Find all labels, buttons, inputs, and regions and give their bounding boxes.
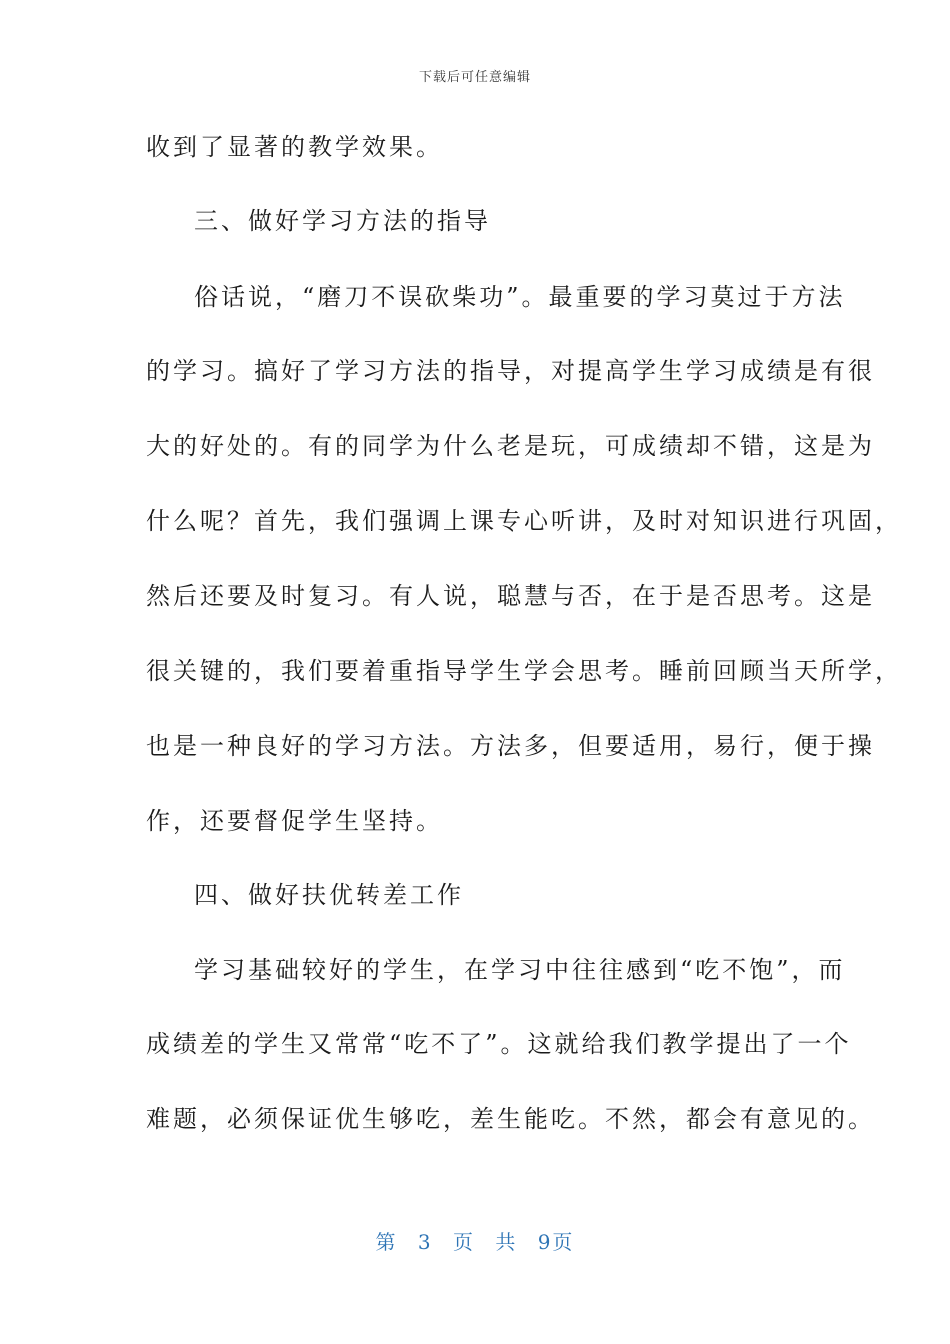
body-line-5: 大的好处的。有的同学为什么老是玩，可成绩却不错，这是为 <box>146 432 875 460</box>
page-number: 第 3 页 共 9页 <box>375 1230 575 1254</box>
body-line-9: 也是一种良好的学习方法。方法多，但要适用，易行，便于操 <box>146 732 875 760</box>
body-line-1: 收到了显著的教学效果。 <box>146 133 443 161</box>
body-line-4: 的学习。搞好了学习方法的指导，对提高学生学习成绩是有很 <box>146 357 875 385</box>
page-header: 下载后可任意编辑 <box>418 70 531 85</box>
body-line-12: 学习基础较好的学生，在学习中往往感到“吃不饱”，而 <box>194 956 846 984</box>
body-line-14: 难题，必须保证优生够吃，差生能吃。不然，都会有意见的。 <box>146 1105 875 1133</box>
body-line-6: 什么呢？首先，我们强调上课专心听讲，及时对知识进行巩固， <box>146 507 902 535</box>
body-line-7: 然后还要及时复习。有人说，聪慧与否，在于是否思考。这是 <box>146 582 875 610</box>
section-heading-4: 四、做好扶优转差工作 <box>194 881 464 909</box>
body-line-8: 很关键的，我们要着重指导学生学会思考。睡前回顾当天所学， <box>146 657 902 685</box>
body-line-10: 作，还要督促学生坚持。 <box>146 807 443 835</box>
body-line-13: 成绩差的学生又常常“吃不了”。这就给我们教学提出了一个 <box>146 1030 852 1058</box>
section-heading-3: 三、做好学习方法的指导 <box>194 207 491 235</box>
body-line-3: 俗话说，“磨刀不误砍柴功”。最重要的学习莫过于方法 <box>194 283 846 311</box>
